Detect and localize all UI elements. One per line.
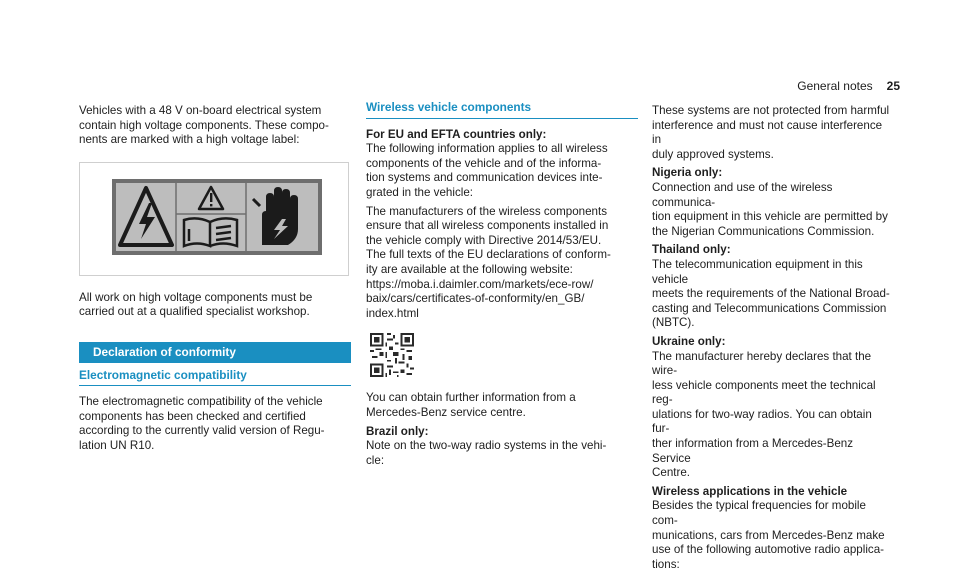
manufacturers-declaration-text: The manufacturers of the wireless components ensure that all wireless components installed in the vehicle comply with Directive 2014/53/EU. The full texts of the EU declarations of conform- ity are available at the following website: https://moba.i.daimler.com/markets/ece-row/ baix/cars/certificates-of-conformity/en_GB/ index.html [366,204,611,320]
thailand-text: The telecommunication equipment in this vehicle meets the requirements of the National Broad- casting and Telecommunications Commission (NBTC). [652,257,890,330]
nigeria-text: Connection and use of the wireless communica- tion equipment in this vehicle are permitted by the Nigerian Communications Commission. [652,180,888,238]
brazil-heading: Brazil only: [366,424,429,438]
page-number: 25 [886,79,900,93]
qr-code-icon [368,331,416,379]
high-voltage-intro: Vehicles with a 48 V on-board electrical system contain high voltage components. These compo- nents are marked with a high voltage label: [79,104,329,147]
harmful-interference-text: These systems are not protected from harmful interference and must not cause interference in duly approved systems. [652,104,890,161]
column-middle [366,100,638,468]
wireless-applications-heading: Wireless applications in the vehicle [652,484,848,498]
eu-efta-heading: For EU and EFTA countries only: [366,127,547,141]
emc-text: The electromagnetic compatibility of the vehicle components has been checked and certified according to the currently valid version of Regu- lation UN R10. [79,395,325,452]
ukraine-heading: Ukraine only: [652,334,726,348]
thailand-heading: Thailand only: [652,243,731,257]
eu-efta-text: The following information applies to all wireless components of the vehicle and of the informa- tion systems and communication devices inte- grated in the vehicle: [366,142,608,199]
declaration-of-conformity-heading: Declaration of conformity [79,342,351,363]
nigeria-heading: Nigeria only: [652,166,723,180]
wireless-components-heading: Wireless vehicle components [366,100,638,119]
high-voltage-workshop-note: All work on high voltage components must be carried out at a qualified specialist workshop. [79,290,313,319]
wireless-applications-text: Besides the typical frequencies for mobile com- munications, cars from Mercedes-Benz make use of the following automotive radio applica- tions: [652,499,885,571]
column-right [652,104,892,572]
page-header [700,79,900,94]
high-voltage-label-figure [79,162,349,276]
ukraine-text: The manufacturer hereby declares that the wire- less vehicle components meet the technical reg- ulations for two-way radios. You can obtain fur- ther information from a Mercedes-Benz Service Centre. [652,349,876,480]
page-section-title: General notes [797,79,873,93]
further-info-text: You can obtain further information from a Mercedes-Benz service centre. [366,391,576,419]
column-left [79,104,351,454]
high-voltage-label-image [112,179,322,255]
emc-heading: Electromagnetic compatibility [79,368,351,387]
brazil-text: Note on the two-way radio systems in the vehi- cle: [366,439,607,467]
